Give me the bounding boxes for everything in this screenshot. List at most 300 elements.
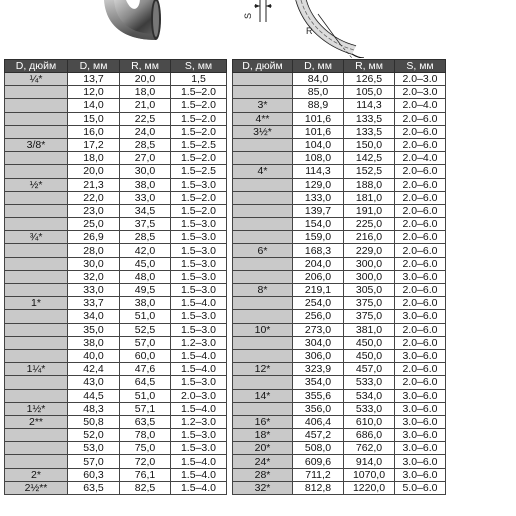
table-row (5, 284, 227, 297)
table-row (5, 310, 227, 323)
cell-thickness: 1.5–3.0 (171, 310, 227, 323)
table-header-row (5, 60, 227, 73)
cell-radius: 686,0 (344, 429, 395, 442)
cell-thickness: 3.0–6.0 (395, 389, 446, 402)
cell-inch-size (233, 349, 293, 362)
cell-radius: 64,5 (120, 376, 171, 389)
cell-thickness: 3.0–6.0 (395, 415, 446, 428)
cell-inch-size (233, 257, 293, 270)
right-spec-table (232, 59, 446, 495)
cell-thickness: 1.5–2.0 (171, 191, 227, 204)
left-table-body (5, 73, 227, 495)
cell-radius: 75,0 (120, 442, 171, 455)
cell-radius: 375,0 (344, 310, 395, 323)
cell-diameter: 154,0 (293, 218, 344, 231)
cell-inch-size: 1½* (5, 402, 68, 415)
cell-inch-size (5, 349, 68, 362)
cell-thickness: 1.5–4.0 (171, 481, 227, 494)
cell-diameter: 15,0 (68, 112, 120, 125)
table-row (233, 270, 446, 283)
cell-diameter: 88,9 (293, 99, 344, 112)
table-row (5, 481, 227, 494)
table-row (233, 191, 446, 204)
cell-diameter: 204,0 (293, 257, 344, 270)
table-row (233, 389, 446, 402)
table-row (5, 297, 227, 310)
cell-inch-size: 6* (233, 244, 293, 257)
cell-inch-size: 8* (233, 284, 293, 297)
cell-radius: 300,0 (344, 270, 395, 283)
cell-inch-size (233, 402, 293, 415)
cell-diameter: 133,0 (293, 191, 344, 204)
table-header-row (233, 60, 446, 73)
header-r: R, мм (344, 60, 395, 73)
cell-inch-size (5, 165, 68, 178)
cell-thickness: 5.0–6.0 (395, 481, 446, 494)
cell-radius: 51,0 (120, 389, 171, 402)
cell-thickness: 2.0–6.0 (395, 336, 446, 349)
cell-thickness: 2.0–6.0 (395, 112, 446, 125)
cell-radius: 33,0 (120, 191, 171, 204)
cell-thickness: 2.0–6.0 (395, 204, 446, 217)
table-row (5, 86, 227, 99)
cell-inch-size: 24* (233, 455, 293, 468)
cell-radius: 48,0 (120, 270, 171, 283)
cell-inch-size (233, 376, 293, 389)
cell-thickness: 3.0–6.0 (395, 429, 446, 442)
cell-inch-size (5, 284, 68, 297)
cell-inch-size (5, 152, 68, 165)
cell-diameter: 33,0 (68, 284, 120, 297)
cell-inch-size: 16* (233, 415, 293, 428)
cell-thickness: 3.0–6.0 (395, 270, 446, 283)
cell-inch-size (233, 336, 293, 349)
table-row (5, 257, 227, 270)
cell-radius: 52,5 (120, 323, 171, 336)
table-row (5, 468, 227, 481)
cell-inch-size: 1* (5, 297, 68, 310)
table-row (233, 429, 446, 442)
table-row (233, 336, 446, 349)
cell-thickness: 1.5–4.0 (171, 349, 227, 362)
table-row (5, 389, 227, 402)
cell-inch-size: 28* (233, 468, 293, 481)
cell-radius: 30,0 (120, 165, 171, 178)
cell-thickness: 1.5–2.5 (171, 138, 227, 151)
cell-thickness: 3.0–6.0 (395, 402, 446, 415)
cell-diameter: 25,0 (68, 218, 120, 231)
cell-radius: 18,0 (120, 86, 171, 99)
cell-radius: 28,5 (120, 138, 171, 151)
cell-diameter: 129,0 (293, 178, 344, 191)
cell-diameter: 18,0 (68, 152, 120, 165)
cell-thickness: 2.0–6.0 (395, 138, 446, 151)
cell-diameter: 30,0 (68, 257, 120, 270)
header-s: S, мм (395, 60, 446, 73)
cell-diameter: 219,1 (293, 284, 344, 297)
table-row (5, 349, 227, 362)
table-row (233, 138, 446, 151)
cell-radius: 1070,0 (344, 468, 395, 481)
cell-diameter: 254,0 (293, 297, 344, 310)
cell-radius: 152,5 (344, 165, 395, 178)
cell-thickness: 1.5–4.0 (171, 402, 227, 415)
cell-thickness: 2.0–6.0 (395, 244, 446, 257)
cell-radius: 114,3 (344, 99, 395, 112)
cell-thickness: 1.5–4.0 (171, 455, 227, 468)
cell-radius: 49,5 (120, 284, 171, 297)
cell-thickness: 2.0–6.0 (395, 323, 446, 336)
cell-diameter: 21,3 (68, 178, 120, 191)
table-row (233, 284, 446, 297)
header-dn: D, дюйм (233, 60, 293, 73)
cell-thickness: 2.0–3.0 (395, 86, 446, 99)
table-row (5, 455, 227, 468)
header-d: D, мм (293, 60, 344, 73)
cell-diameter: 206,0 (293, 270, 344, 283)
cell-diameter: 508,0 (293, 442, 344, 455)
cell-radius: 914,0 (344, 455, 395, 468)
cell-diameter: 63,5 (68, 481, 120, 494)
cell-diameter: 354,0 (293, 376, 344, 389)
table-row (5, 415, 227, 428)
table-row (5, 125, 227, 138)
cell-thickness: 1.5–3.0 (171, 284, 227, 297)
cell-diameter: 114,3 (293, 165, 344, 178)
cell-thickness: 1.5–3.0 (171, 270, 227, 283)
cell-radius: 533,0 (344, 376, 395, 389)
cell-thickness: 1.5–4.0 (171, 468, 227, 481)
cell-inch-size: 32* (233, 481, 293, 494)
cell-thickness: 1.5–2.0 (171, 112, 227, 125)
table-row (233, 349, 446, 362)
cell-diameter: 711,2 (293, 468, 344, 481)
table-row (233, 376, 446, 389)
cell-thickness: 3.0–6.0 (395, 455, 446, 468)
cell-radius: 225,0 (344, 218, 395, 231)
table-row (233, 112, 446, 125)
cell-inch-size (5, 191, 68, 204)
cell-thickness: 1.5–2.0 (171, 99, 227, 112)
cell-inch-size: 3½* (233, 125, 293, 138)
cell-inch-size (5, 455, 68, 468)
table-row (233, 125, 446, 138)
cell-inch-size (5, 204, 68, 217)
cell-diameter: 108,0 (293, 152, 344, 165)
cell-thickness: 2.0–4.0 (395, 152, 446, 165)
left-spec-table (4, 59, 227, 495)
cell-diameter: 84,0 (293, 73, 344, 86)
cell-inch-size (233, 191, 293, 204)
cell-diameter: 104,0 (293, 138, 344, 151)
cell-thickness: 1.5–3.0 (171, 231, 227, 244)
cell-radius: 150,0 (344, 138, 395, 151)
cell-radius: 63,5 (120, 415, 171, 428)
table-row (233, 297, 446, 310)
table-row (5, 231, 227, 244)
table-row (5, 191, 227, 204)
cell-inch-size (233, 297, 293, 310)
table-row (233, 152, 446, 165)
cell-inch-size: 14* (233, 389, 293, 402)
cell-thickness: 1.5–2.5 (171, 165, 227, 178)
cell-inch-size (233, 73, 293, 86)
cell-inch-size (233, 310, 293, 323)
cell-radius: 82,5 (120, 481, 171, 494)
table-row (5, 138, 227, 151)
table-row (233, 244, 446, 257)
right-table-body (233, 73, 446, 495)
cell-radius: 533,0 (344, 402, 395, 415)
cell-diameter: 13,7 (68, 73, 120, 86)
cell-inch-size (233, 152, 293, 165)
cell-diameter: 159,0 (293, 231, 344, 244)
cell-radius: 188,0 (344, 178, 395, 191)
cell-radius: 51,0 (120, 310, 171, 323)
cell-diameter: 26,9 (68, 231, 120, 244)
cell-inch-size: 18* (233, 429, 293, 442)
cell-inch-size: 12* (233, 363, 293, 376)
cell-diameter: 48,3 (68, 402, 120, 415)
table-row (5, 204, 227, 217)
cell-radius: 28,5 (120, 231, 171, 244)
cell-diameter: 12,0 (68, 86, 120, 99)
cell-thickness: 2.0–3.0 (395, 73, 446, 86)
cell-thickness: 1.5–3.0 (171, 442, 227, 455)
cell-thickness: 1.5–3.0 (171, 244, 227, 257)
table-row (233, 86, 446, 99)
table-row (5, 152, 227, 165)
cell-inch-size (233, 218, 293, 231)
cell-diameter: 23,0 (68, 204, 120, 217)
cell-inch-size (5, 244, 68, 257)
cell-diameter: 22,0 (68, 191, 120, 204)
cell-inch-size: 3* (233, 99, 293, 112)
header-s: S, мм (171, 60, 227, 73)
cell-diameter: 44,5 (68, 389, 120, 402)
cell-radius: 450,0 (344, 336, 395, 349)
cell-thickness: 2.0–6.0 (395, 257, 446, 270)
cell-radius: 126,5 (344, 73, 395, 86)
cell-thickness: 1.5–2.0 (171, 204, 227, 217)
cell-inch-size (233, 204, 293, 217)
cell-radius: 381,0 (344, 323, 395, 336)
cell-radius: 1220,0 (344, 481, 395, 494)
cell-thickness: 3.0–6.0 (395, 349, 446, 362)
cell-diameter: 60,3 (68, 468, 120, 481)
cell-diameter: 609,6 (293, 455, 344, 468)
table-row (233, 415, 446, 428)
cell-thickness: 3.0–6.0 (395, 310, 446, 323)
cell-radius: 142,5 (344, 152, 395, 165)
cell-diameter: 406,4 (293, 415, 344, 428)
cell-inch-size (5, 389, 68, 402)
cell-radius: 37,5 (120, 218, 171, 231)
elbow-photo (90, 0, 170, 58)
table-row (233, 442, 446, 455)
elbow-drawing (240, 0, 516, 58)
cell-inch-size (233, 178, 293, 191)
table-row (5, 218, 227, 231)
cell-radius: 229,0 (344, 244, 395, 257)
table-row (5, 323, 227, 336)
cell-radius: 457,0 (344, 363, 395, 376)
cell-diameter: 273,0 (293, 323, 344, 336)
table-row (233, 73, 446, 86)
cell-inch-size (233, 270, 293, 283)
cell-diameter: 85,0 (293, 86, 344, 99)
table-row (5, 376, 227, 389)
cell-thickness: 2.0–6.0 (395, 363, 446, 376)
cell-diameter: 33,7 (68, 297, 120, 310)
cell-diameter: 457,2 (293, 429, 344, 442)
cell-inch-size: 10* (233, 323, 293, 336)
cell-radius: 305,0 (344, 284, 395, 297)
cell-thickness: 2.0–3.0 (171, 389, 227, 402)
cell-diameter: 53,0 (68, 442, 120, 455)
cell-inch-size: ½* (5, 178, 68, 191)
cell-diameter: 42,4 (68, 363, 120, 376)
cell-radius: 45,0 (120, 257, 171, 270)
cell-thickness: 2.0–6.0 (395, 191, 446, 204)
cell-thickness: 1.5–3.0 (171, 323, 227, 336)
cell-radius: 20,0 (120, 73, 171, 86)
cell-diameter: 52,0 (68, 429, 120, 442)
cell-thickness: 3.0–6.0 (395, 442, 446, 455)
cell-thickness: 2.0–6.0 (395, 297, 446, 310)
cell-inch-size (5, 86, 68, 99)
cell-radius: 57,0 (120, 336, 171, 349)
cell-radius: 60,0 (120, 349, 171, 362)
table-row (233, 402, 446, 415)
cell-thickness: 2.0–6.0 (395, 231, 446, 244)
cell-inch-size (5, 257, 68, 270)
cell-radius: 300,0 (344, 257, 395, 270)
table-row (233, 363, 446, 376)
cell-thickness: 1.5–2.0 (171, 86, 227, 99)
cell-diameter: 304,0 (293, 336, 344, 349)
table-row (233, 218, 446, 231)
cell-diameter: 40,0 (68, 349, 120, 362)
cell-radius: 534,0 (344, 389, 395, 402)
cell-thickness: 2.0–6.0 (395, 178, 446, 191)
cell-inch-size (233, 231, 293, 244)
cell-inch-size (5, 336, 68, 349)
cell-inch-size (5, 323, 68, 336)
cell-radius: 47,6 (120, 363, 171, 376)
table-row (5, 363, 227, 376)
cell-inch-size: 1¼* (5, 363, 68, 376)
table-row (233, 204, 446, 217)
cell-diameter: 43,0 (68, 376, 120, 389)
cell-radius: 72,0 (120, 455, 171, 468)
cell-diameter: 356,0 (293, 402, 344, 415)
table-row (5, 178, 227, 191)
cell-inch-size: 20* (233, 442, 293, 455)
cell-diameter: 38,0 (68, 336, 120, 349)
cell-thickness: 1.5–2.0 (171, 152, 227, 165)
cell-diameter: 35,0 (68, 323, 120, 336)
header-dn: D, дюйм (5, 60, 68, 73)
cell-diameter: 20,0 (68, 165, 120, 178)
cell-thickness: 1.5–3.0 (171, 257, 227, 270)
cell-thickness: 1.5–3.0 (171, 218, 227, 231)
cell-radius: 27,0 (120, 152, 171, 165)
table-row (233, 165, 446, 178)
cell-inch-size: ¾* (5, 231, 68, 244)
table-row (5, 73, 227, 86)
cell-diameter: 812,8 (293, 481, 344, 494)
cell-radius: 34,5 (120, 204, 171, 217)
cell-thickness: 1.5–4.0 (171, 297, 227, 310)
cell-inch-size (233, 138, 293, 151)
cell-inch-size: 2½** (5, 481, 68, 494)
cell-thickness: 1.5–4.0 (171, 363, 227, 376)
cell-radius: 38,0 (120, 178, 171, 191)
cell-inch-size: 3/8* (5, 138, 68, 151)
header-r: R, мм (120, 60, 171, 73)
table-row (233, 99, 446, 112)
table-row (233, 310, 446, 323)
cell-radius: 181,0 (344, 191, 395, 204)
table-row (5, 429, 227, 442)
cell-radius: 42,0 (120, 244, 171, 257)
cell-radius: 105,0 (344, 86, 395, 99)
cell-diameter: 28,0 (68, 244, 120, 257)
cell-radius: 762,0 (344, 442, 395, 455)
cell-diameter: 34,0 (68, 310, 120, 323)
cell-radius: 24,0 (120, 125, 171, 138)
cell-thickness: 2.0–4.0 (395, 99, 446, 112)
cell-diameter: 101,6 (293, 125, 344, 138)
cell-radius: 216,0 (344, 231, 395, 244)
label-r: R (306, 26, 313, 36)
cell-thickness: 1.5–3.0 (171, 376, 227, 389)
cell-radius: 78,0 (120, 429, 171, 442)
cell-inch-size (5, 99, 68, 112)
cell-inch-size (5, 112, 68, 125)
cell-thickness: 1.5–3.0 (171, 429, 227, 442)
table-row (233, 231, 446, 244)
cell-inch-size (5, 310, 68, 323)
cell-thickness: 2.0–6.0 (395, 125, 446, 138)
cell-radius: 450,0 (344, 349, 395, 362)
cell-thickness: 1.5–3.0 (171, 178, 227, 191)
table-row (233, 455, 446, 468)
table-row (233, 178, 446, 191)
cell-thickness: 2.0–6.0 (395, 376, 446, 389)
cell-thickness: 1.5–2.0 (171, 125, 227, 138)
cell-diameter: 32,0 (68, 270, 120, 283)
cell-radius: 133,5 (344, 125, 395, 138)
cell-diameter: 16,0 (68, 125, 120, 138)
cell-radius: 57,1 (120, 402, 171, 415)
cell-inch-size: 2** (5, 415, 68, 428)
cell-thickness: 2.0–6.0 (395, 218, 446, 231)
cell-inch-size: 4** (233, 112, 293, 125)
cell-inch-size (233, 86, 293, 99)
cell-inch-size: 2* (5, 468, 68, 481)
cell-diameter: 17,2 (68, 138, 120, 151)
cell-inch-size (5, 442, 68, 455)
table-row (5, 336, 227, 349)
table-row (5, 244, 227, 257)
cell-thickness: 1,5 (171, 73, 227, 86)
table-row (233, 323, 446, 336)
table-row (5, 99, 227, 112)
table-row (5, 165, 227, 178)
table-row (233, 481, 446, 494)
